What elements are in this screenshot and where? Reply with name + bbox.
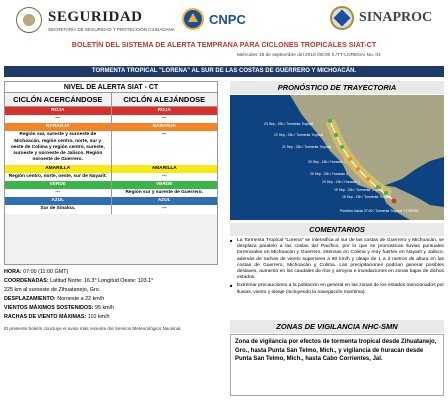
sinaproc-logo (330, 6, 432, 30)
verde-left-text: --- (5, 189, 111, 197)
bulletin-title: BOLETÍN DEL SISTEMA DE ALERTA TEMPRANA PARA CICLONES TROPICALES SIAT-CT (71, 40, 377, 49)
hora-label: HORA: (4, 269, 22, 275)
track-label-0: 23 Sep - 03h / Tormenta Tropical (264, 122, 314, 126)
track-label-2: 21 Sep - 03h / Tormenta Tropical (282, 145, 332, 149)
level-amarilla-left: AMARILLA (5, 165, 111, 173)
rachas-value: 110 km/h (87, 314, 110, 320)
sinaproc-title: SINAPROC (359, 10, 433, 25)
comentarios-header: COMENTARIOS (230, 223, 444, 236)
zonas-header: ZONAS DE VIGILANCIA NHC-SMN (230, 320, 444, 333)
storm-banner: TORMENTA TROPICAL "LORENA" AL SUR DE LAS COSTAS DE GUERRERO Y MICHOACÁN. (4, 66, 444, 77)
track-label-4: 20 Sep - 03h / Huracán 1 (310, 172, 348, 176)
desplazamiento-value: Noroeste a 22 km/h (57, 296, 105, 302)
level-amarilla-right: AMARILLA (111, 165, 218, 173)
zonas-body: Zona de vigilancia por efectos de tormenta tropical desde Zihuatanejo, Gro., hasta Punta San Telmo, Mich., y vigilancia de huracán desde Punta San Telmo, Mich., hasta Cabo Corrientes, Jal. (230, 334, 444, 396)
track-label-5: 19 Sep - 15h / Huracán 1 (322, 180, 360, 184)
bulletin-note: El presente boletín concluye el aviso más reciente del Servicio Meteorológico Nacional. (4, 326, 182, 331)
cnpc-emblem-icon (182, 8, 204, 30)
coordenadas-value: Latitud Norte: 16.3° Longitud Oeste: 103.1° (50, 278, 154, 284)
seguridad-title: SEGURIDAD (48, 8, 143, 25)
vientos-label: VIENTOS MÁXIMOS SOSTENIDOS: (4, 305, 94, 311)
level-verde-left: VERDE (5, 181, 111, 189)
track-label-3: 20 Sep - 15h / Huracán 1 (308, 160, 346, 164)
column-alejandose: CICLÓN ALEJÁNDOSE (111, 93, 218, 106)
level-verde-right: VERDE (111, 181, 218, 189)
amarilla-right-text: --- (111, 173, 218, 181)
header (0, 0, 448, 40)
forecast-map-svg (230, 95, 444, 220)
vientos-value: 95 km/h (94, 305, 115, 311)
coordenadas-label: COORDENADAS: (4, 278, 49, 284)
level-azul-right: AZUL (111, 197, 218, 205)
track-label-7: 18 Sep - 15h / Tormenta Tropical (342, 195, 392, 199)
azul-left-text: Sur de Sinaloa. (5, 205, 111, 213)
amarilla-left-text: Región centro, norte, oeste, sur de Nayarit. (5, 173, 111, 181)
cnpc-logo (182, 8, 246, 30)
alert-level-header: NIVEL DE ALERTA SIAT - CT (5, 82, 217, 93)
hora-value: 07:00 (11:00 GMT) (23, 269, 69, 275)
azul-right-text: --- (111, 205, 218, 213)
comentarios-body (230, 238, 444, 318)
level-roja-left: ROJA (5, 107, 111, 115)
pronostico-header: PRONÓSTICO DE TRAYECTORIA (230, 81, 444, 94)
track-label-8: Posición Actual 07:00 / Tormenta Tropical "LORENA" (340, 209, 420, 213)
naranja-left-text: Región sur, sureste y suroeste de Michoacán, región centro, norte, sur y oeste de Colima y región centro, sureste, suroeste y noroeste de Jalisco. Región noroeste de Guerrero. (5, 131, 111, 164)
desplazamiento-label: DESPLAZAMIENTO: (4, 296, 56, 302)
roja-left-text: --- (5, 115, 111, 123)
level-naranja-right: NARANJA (111, 123, 218, 131)
level-roja-right: ROJA (111, 107, 218, 115)
comentario-1: ■ La Tormenta Tropical "Lorena" se intensifica al sur de las costas de Guerrero y Michoacán, se desplaza paralelo a las costas del Pacífico, por lo que se pronostican lluvias puntuales torrenciales en Michoacán y Guerrero, intensas en Colima y muy fuertes en Nayarit y Jalisco, además de rachas de viento superiores a 60 km/h y oleaje de 1 a 3 metros de altura en las costas de Guerrero, Michoacán y Colima. Las precipitaciones podrían generar posibles deslaves, aumento en los caudales de ríos y arroyos e inundaciones en zonas bajas de dichos estados. (230, 238, 444, 281)
issue-line: Miércoles 18 de septiembre del 2019 /08:00 h./TT-LORENA/ No. 04 (237, 53, 381, 58)
naranja-right-text: --- (111, 131, 218, 164)
comentario-2: ■ Extremar precauciones a la población en general en las zonas de los estados mencionados por lluvias, viento y oleaje (incluyendo la navegación marítima). (230, 283, 444, 295)
seguridad-subtitle: SECRETARÍA DE SEGURIDAD Y PROTECCIÓN CIUDADANA (48, 26, 175, 32)
forecast-map (230, 95, 444, 220)
seguridad-logo (16, 6, 175, 34)
rachas-label: RACHAS DE VIENTO MÁXIMAS: (4, 314, 87, 320)
cnpc-title: CNPC (209, 11, 246, 27)
column-acercandose: CICLÓN ACERCÁNDOSE (13, 95, 103, 104)
distance-value: 225 km al suroeste de Zihuatanejo, Gro. (4, 287, 101, 293)
level-naranja-left: NARANJA (5, 123, 111, 131)
roja-right-text: --- (111, 115, 218, 123)
sinaproc-emblem-icon (330, 6, 354, 30)
alert-table (4, 81, 218, 265)
national-emblem-icon (16, 7, 42, 33)
verde-right-text: Región sur y sureste de Guerrero. (111, 189, 218, 197)
track-label-6: 19 Sep - 03h / Tormenta Tropical (334, 188, 384, 192)
storm-info (4, 268, 218, 396)
track-label-1: 22 Sep - 03h / Tormenta Tropical (274, 133, 324, 137)
level-azul-left: AZUL (5, 197, 111, 205)
